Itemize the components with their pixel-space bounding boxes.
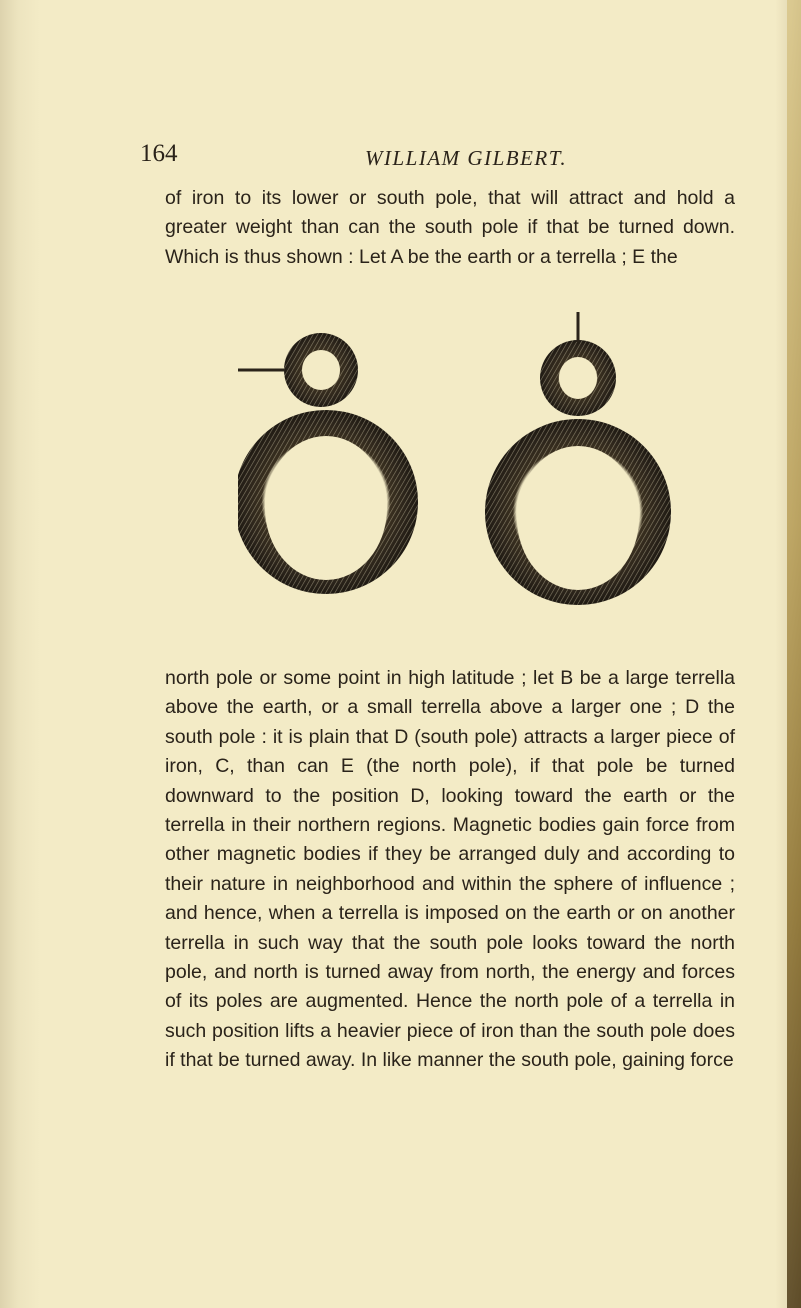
terrella-figure (238, 312, 708, 642)
page-edge (787, 0, 801, 1308)
right-terrella-assembly (485, 312, 671, 605)
paragraph-bottom (165, 664, 735, 1076)
paragraph-top-text: of iron to its lower or south pole, that will attract and hold a greater weight than can the south pole if that be turned down. Which is thus shown : Let A be the earth or a terrella ; E the (165, 187, 735, 268)
terrella-diagram (238, 312, 708, 642)
left-terrella-assembly (238, 333, 418, 594)
left-large-sphere-center (265, 436, 387, 580)
right-large-sphere-center (517, 446, 639, 590)
paragraph-top (165, 184, 735, 272)
running-head: WILLIAM GILBERT. (365, 146, 568, 170)
page-number: 164 (140, 140, 178, 167)
page-header (140, 140, 740, 180)
paragraph-bottom-text: north pole or some point in high latitude ; let B be a large terrella above the earth, or a small terrella above a larger one ; D the south pole : it is plain that D (south pole) attracts a larger piece of iron, C, than can E (the north pole), if that pole be turned downward to the position D, looking toward the earth or the terrella in their northern regions. Magnetic bodies gain force from other magnetic bodies if they be arranged duly and according to their nature in neighborhood and within the sphere of influence ; and hence, when a terrella is imposed on the earth or on another terrella in such way that the south pole looks toward the north pole, and north is turned away from north, the energy and forces of its poles are augmented. Hence the north pole of a terrella in such position lifts a heavier piece of iron than the south pole does if that be turned away. In like manner the south pole, gaining force (165, 667, 735, 1072)
